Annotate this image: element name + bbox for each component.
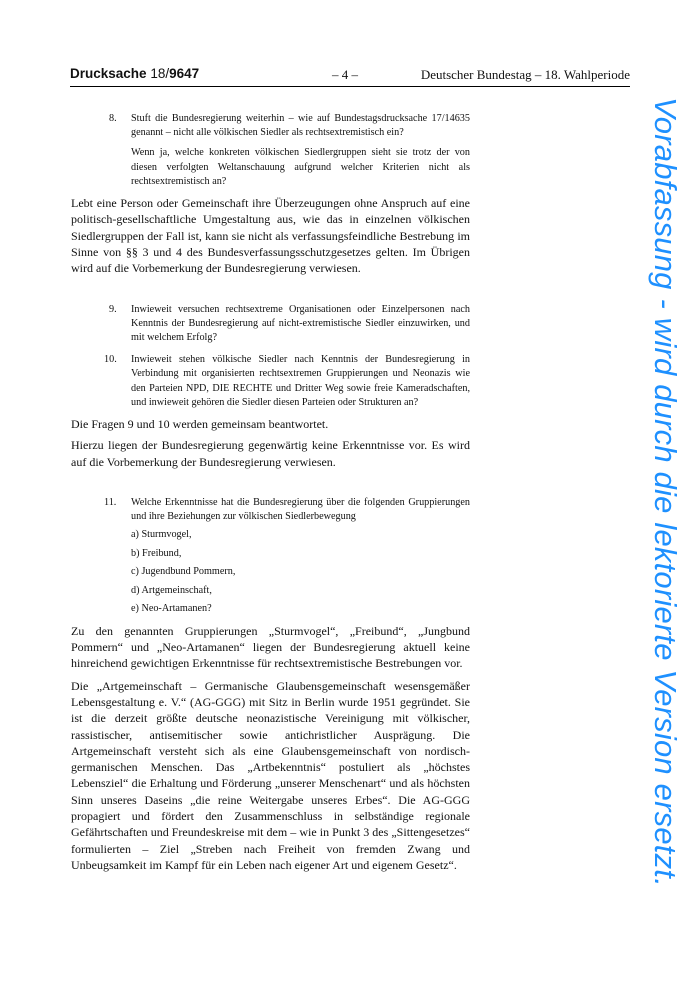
question-10	[71, 353, 470, 410]
question-number: 9.	[109, 303, 117, 315]
doc-number: 9647	[169, 66, 200, 81]
question-9	[71, 303, 470, 346]
draft-watermark: Vorabfassung - wird durch die lektorierte Version ersetzt.	[648, 97, 683, 887]
question-text: Welche Erkenntnisse hat die Bundesregierung über die folgenden Gruppierungen und ihre Beziehungen zur völkischen Siedlerbewegung	[131, 496, 470, 523]
list-item: e) Neo-Artamanen?	[131, 603, 212, 615]
question-text: Stuft die Bundesregierung weiterhin – wie auf Bundestagsdrucksache 17/14635 genannt – nicht alle völkischen Siedler als rechtsextremistisch ein?	[131, 113, 470, 139]
answer-9-10: Hierzu liegen der Bundesregierung gegenwärtig keine Erkenntnisse vor. Es wird auf die Vorbemerkung der Bundesregierung verwiesen.	[71, 438, 470, 469]
doc-type: Drucksache	[70, 66, 147, 81]
answer-11-part-1: Zu den genannten Gruppierungen „Sturmvogel“, „Freibund“, „Jungbund Pommern“ und „Neo-Artamanen“ liegen der Bundesregierung aktuell keine hinreichend gewichtigen Erkenntnisse für rechtsextremistische Bestrebungen vor.	[71, 623, 470, 671]
page-number: – 4 –	[332, 67, 358, 82]
question-number: 11.	[104, 496, 117, 508]
list-item: c) Jugendbund Pommern,	[131, 566, 236, 578]
question-11	[71, 496, 470, 524]
list-item: d) Artgemeinschaft,	[131, 584, 212, 596]
question-number: 8.	[109, 113, 117, 124]
question-8	[71, 112, 470, 189]
list-item: b) Freibund,	[131, 547, 182, 559]
list-item: a) Sturmvogel,	[131, 529, 192, 541]
page-header	[70, 66, 630, 87]
document-body	[71, 112, 470, 873]
question-followup: Wenn ja, welche konkreten völkischen Siedlergruppen sieht sie trotz der von diesen verfolgten Weltanschauung aufgrund welcher Kriterien nicht als rechtsextremistisch an?	[131, 147, 470, 187]
institution: Deutscher Bundestag – 18. Wahlperiode	[420, 67, 630, 82]
question-text: Inwieweit versuchen rechtsextreme Organisationen oder Einzelpersonen nach Kenntnis der Bundesregierung auf nicht-extremistische Siedler einzuwirken, und mit welchem Erfolg?	[131, 303, 470, 343]
answer-8: Lebt eine Person oder Gemeinschaft ihre Überzeugungen ohne Anspruch auf eine politisch-gesellschaftliche Umgestaltung aus, wie das in einzelnen völkischen Siedlergruppen der Fall ist, kann sie nicht als verfassungsfeindliche Bestrebung im Sinne von §§ 3 und 4 des Bundesverfassungsschutzgesetzes gelten. Im Übrigen wird auf die Vorbemerkung der Bundesregierung verwiesen.	[71, 196, 470, 276]
question-number: 10.	[104, 354, 117, 366]
document-number	[70, 66, 199, 81]
answer-9-10-intro: Die Fragen 9 und 10 werden gemeinsam beantwortet.	[71, 416, 329, 431]
answer-11-part-2: Die „Artgemeinschaft – Germanische Glaubensgemeinschaft wesensgemäßer Lebensgestaltung e. V.“ (AG-GGG) mit Sitz in Berlin wurde 1951 gegründet. Sie ist die derzeit größte deutsche neonazistische Vereinigung mit völkischer, rassistischer, antisemitischer sowie antichristlicher Ausprägung. Die Artgemeinschaft versteht sich als eine Glaubensgemeinschaft von nordisch-germanischen Menschen. Das „Artbekenntnis“ postuliert als „höchstes Lebensziel“ die Erhaltung und Förderung „unserer Menschenart“ und als höchsten Sinn unseres Daseins „die reine Weitergabe unseres Erbes“. Die AG-GGG propagiert und fördert den Zusammenschluss in selbständige regionale Gefährtschaften und Freundeskreise mit dem – wie in Punkt 3 des „Sittengesetzes“ formulierten – Ziel „Streben nach Freiheit von fremden Zwang und Unbeugsamkeit im Kampf für ein Leben nach eigener Art und eigenem Gesetz“.	[71, 678, 470, 872]
question-text: Inwieweit stehen völkische Siedler nach Kenntnis der Bundesregierung in Verbindung mit organisierten rechtsextremen Gruppierungen und Neonazis wie den Parteien NPD, DIE RECHTE und Dritter Weg sowie freie Kameradschaften, und inwieweit gehören die Siedler diesen Parteien oder Strukturen an?	[131, 354, 470, 408]
doc-number-prefix: 18/	[150, 66, 170, 81]
group-list	[131, 528, 470, 621]
